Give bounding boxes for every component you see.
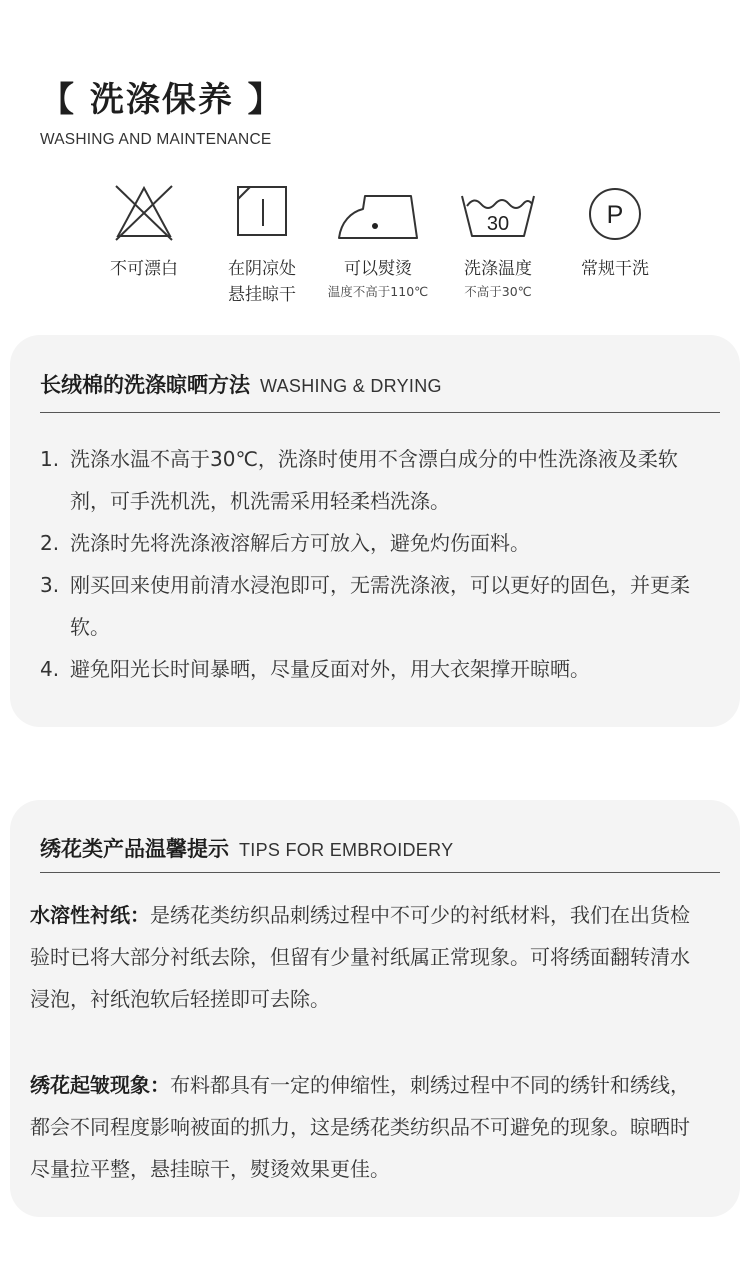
embroidery-tip-paper: [30, 894, 700, 1020]
care-icons-row: [0, 182, 750, 322]
tip-key: 水溶性衬纸：: [30, 903, 150, 927]
iron-icon: [335, 182, 421, 242]
washing-card: [10, 335, 740, 727]
care-item-dry-clean: [540, 182, 690, 282]
care-label: 不可漂白: [110, 259, 178, 279]
list-text: 避免阳光长时间暴晒，尽量反面对外，用大衣架撑开晾晒。: [70, 657, 590, 681]
dry-clean-p-icon: [585, 182, 645, 242]
list-item: [40, 648, 700, 690]
list-text: 洗涤时先将洗涤液溶解后方可放入，避免灼伤面料。: [70, 531, 530, 555]
wash-30-icon: [458, 182, 538, 242]
no-bleach-icon: [112, 182, 176, 242]
care-sublabel: 不高于30℃: [464, 284, 532, 299]
list-item: [40, 438, 700, 522]
embroidery-tip-wrinkle: [30, 1064, 700, 1190]
care-label: 可以熨烫: [344, 259, 412, 279]
list-item: [40, 522, 700, 564]
care-label-line2: 悬挂晾干: [228, 285, 296, 305]
dry-clean-letter: P: [606, 201, 624, 229]
list-item: [40, 564, 700, 648]
care-label: 在阴凉处: [228, 259, 296, 279]
header: [40, 72, 284, 149]
tip-text: 布料都具有一定的伸缩性，刺绣过程中不同的绣针和绣线，都会不同程度影响被面的抓力，这是绣花类纺织品不可避免的现象。晾晒时尽量拉平整，悬挂晾干，熨烫效果更佳。: [30, 1073, 690, 1181]
page-title: 【 洗涤保养 】: [40, 80, 284, 120]
wash-temp-number: 30: [486, 213, 510, 235]
list-number: 2.: [40, 531, 60, 555]
list-number: 4.: [40, 657, 60, 681]
list-text: 洗涤水温不高于30℃，洗涤时使用不含漂白成分的中性洗涤液及柔软剂，可手洗机洗，机洗需采用轻柔档洗涤。: [70, 447, 678, 513]
washing-title-en: WASHING & DRYING: [260, 376, 442, 396]
care-label: 洗涤温度: [464, 259, 532, 279]
list-number: 1.: [40, 447, 60, 471]
embroidery-card-header: [40, 800, 720, 873]
drip-dry-shade-icon: [232, 182, 292, 242]
tip-key: 绣花起皱现象：: [30, 1073, 170, 1097]
list-text: 刚买回来使用前清水浸泡即可，无需洗涤液，可以更好的固色，并更柔软。: [70, 573, 690, 639]
page-subtitle: WASHING AND MAINTENANCE: [40, 131, 272, 148]
care-sublabel: 温度不高于110℃: [327, 284, 429, 299]
washing-list: [40, 438, 700, 690]
washing-title: 长绒棉的洗涤晾晒方法: [40, 373, 250, 397]
embroidery-title-en: TIPS FOR EMBROIDERY: [239, 840, 454, 860]
embroidery-title: 绣花类产品温馨提示: [40, 837, 229, 861]
list-number: 3.: [40, 573, 60, 597]
washing-card-header: [40, 335, 720, 413]
care-label: 常规干洗: [581, 259, 649, 279]
tip-text: 是绣花类纺织品刺绣过程中不可少的衬纸材料，我们在出货检验时已将大部分衬纸去除，但留有少量衬纸属正常现象。可将绣面翻转清水浸泡，衬纸泡软后轻搓即可去除。: [30, 903, 690, 1011]
